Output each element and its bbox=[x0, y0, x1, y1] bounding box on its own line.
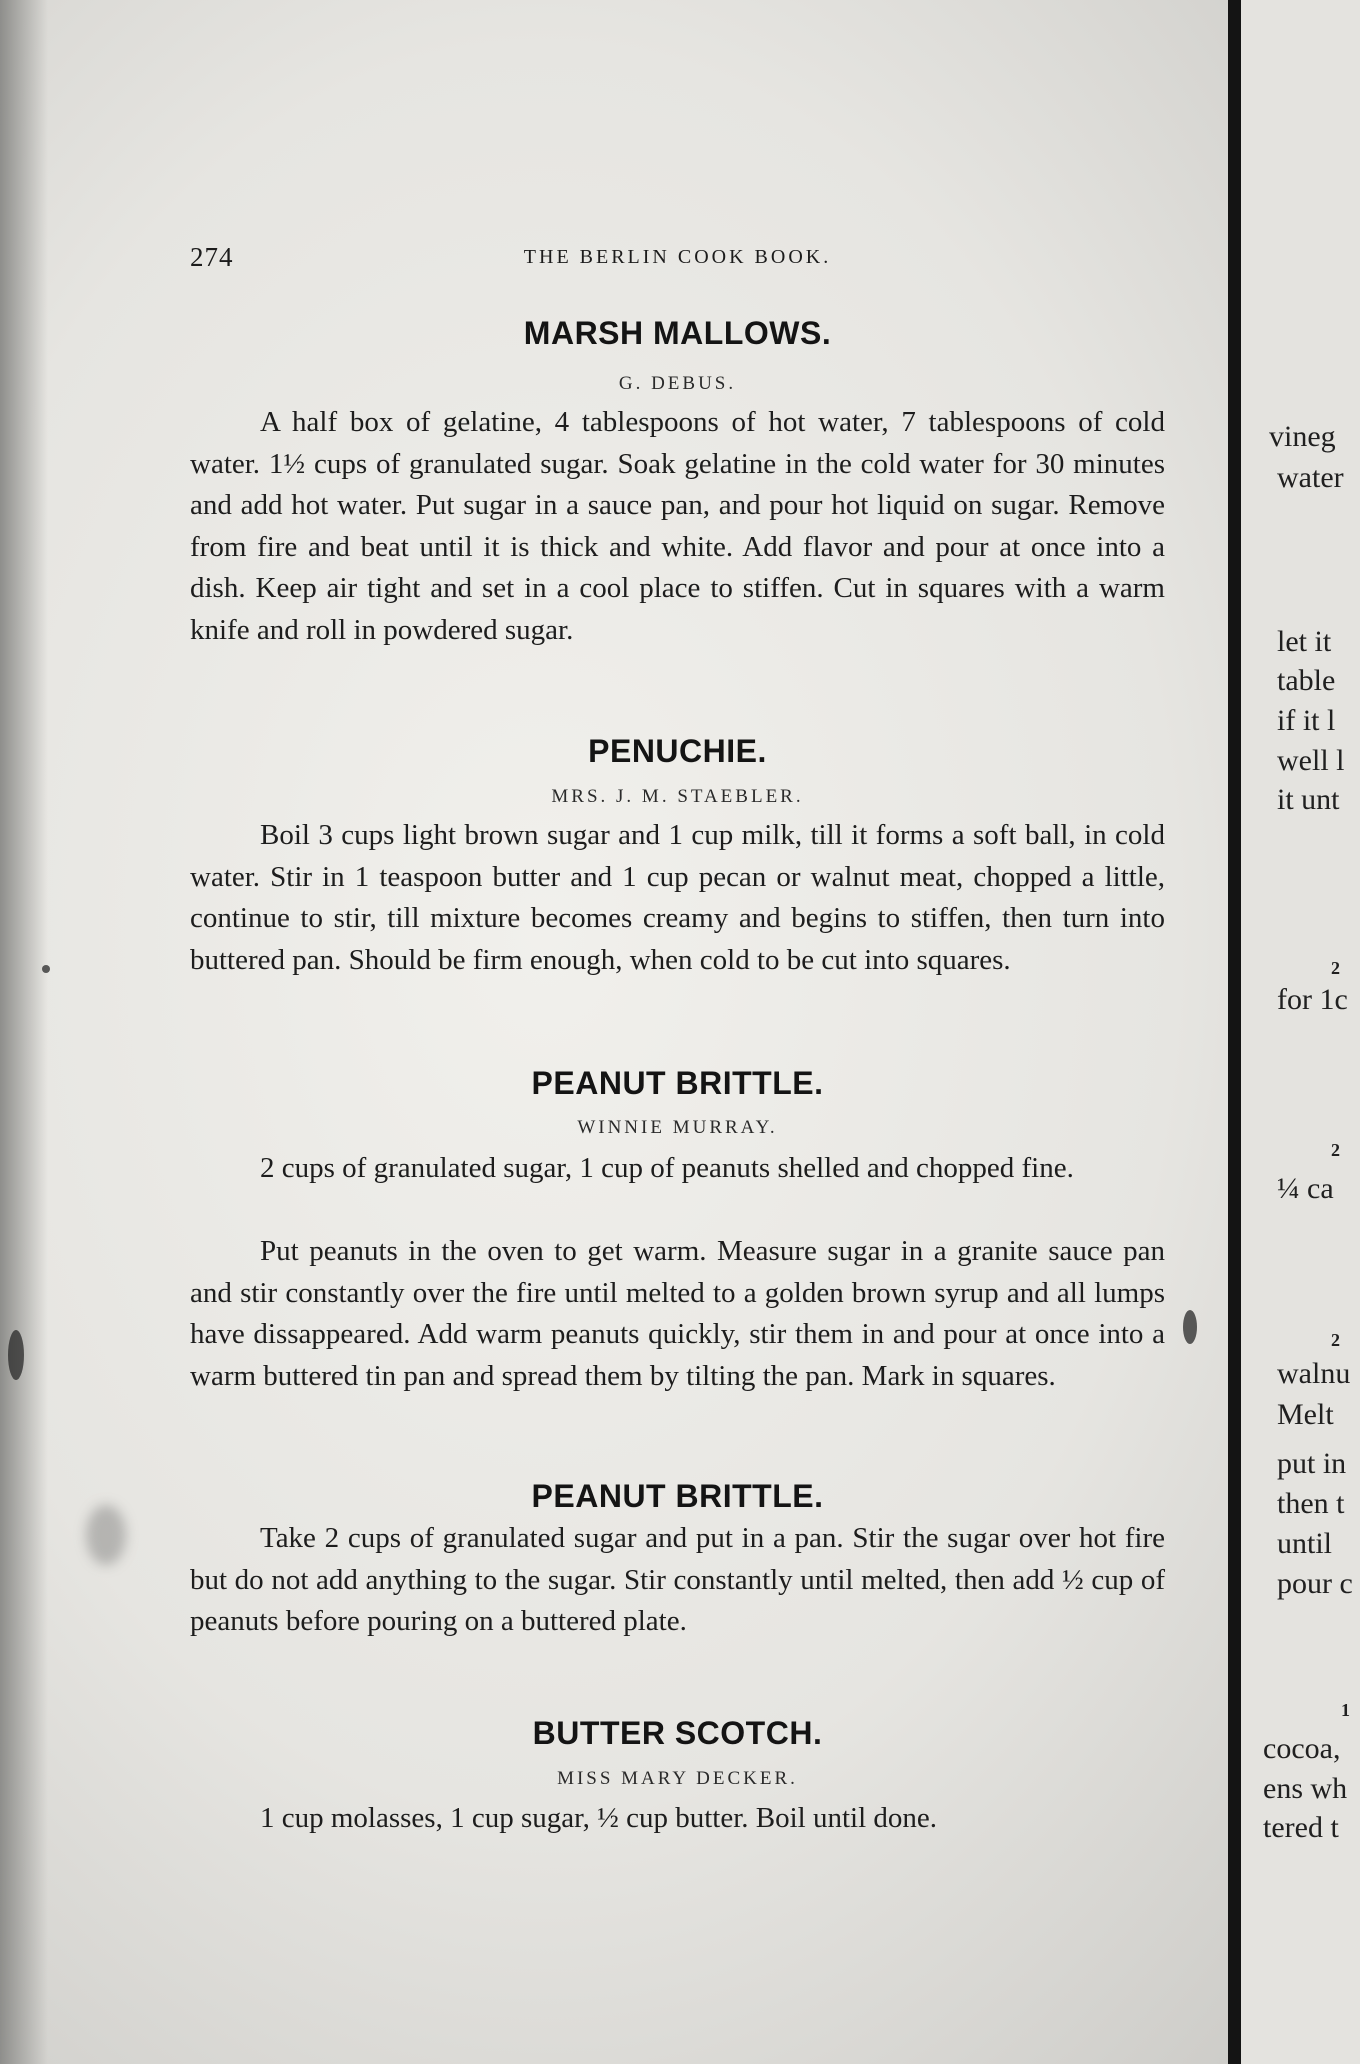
running-head: THE BERLIN COOK BOOK. bbox=[523, 246, 832, 268]
facing-page-line: 2 bbox=[1331, 1140, 1340, 1160]
facing-page-line: tered t bbox=[1263, 1811, 1339, 1844]
facing-page-line: put in bbox=[1277, 1447, 1347, 1480]
facing-page-line: 1 bbox=[1341, 1700, 1350, 1720]
facing-page bbox=[1241, 0, 1360, 2064]
page-number: 274 bbox=[190, 242, 234, 272]
recipe-author: G. DEBUS. bbox=[618, 373, 737, 394]
recipe-title: PEANUT BRITTLE. bbox=[531, 1065, 824, 1101]
facing-page-line: if it l bbox=[1277, 704, 1336, 737]
recipe-title: PEANUT BRITTLE. bbox=[531, 1478, 824, 1514]
recipe-paragraph: Put peanuts in the oven to get warm. Measure sugar in a granite sauce pan and stir constantly over the fire until melted to a golden brown syrup and all lumps have dissappeared. Add warm peanuts quickly, stir them in and pour at once into a warm buttered tin pan and spread them by tilting the pan. Mark in squares. bbox=[190, 1235, 1165, 1392]
recipe-title: PENUCHIE. bbox=[588, 733, 767, 769]
facing-page-line: then t bbox=[1277, 1487, 1345, 1520]
facing-page-line: until bbox=[1277, 1527, 1333, 1560]
recipe-paragraph: Boil 3 cups light brown sugar and 1 cup milk, till it forms a soft ball, in cold water. Stir in 1 teaspoon butter and 1 cup pecan or walnut meat, chopped a little, continue to stir, till mixture becomes creamy and begins to stiffen, then turn into buttered pan. Should be firm enough, when cold to be cut into squares. bbox=[190, 819, 1165, 976]
recipe-author: WINNIE MURRAY. bbox=[577, 1117, 778, 1138]
facing-page-line: ¼ ca bbox=[1277, 1172, 1334, 1205]
facing-page-line: vineg bbox=[1269, 420, 1336, 453]
recipe-paragraph: A half box of gelatine, 4 tablespoons of hot water, 7 tablespoons of cold water. 1½ cups of granulated sugar. Soak gelatine in the cold water for 30 minutes and add hot water. Put sugar in a sauce pan, and pour hot liquid on sugar. Remove from fire and beat until it is thick and white. Add flavor and pour at once into a dish. Keep air tight and set in a cool place to stiffen. Cut in squares with a warm knife and roll in powdered sugar. bbox=[190, 406, 1165, 646]
facing-page-line: it unt bbox=[1277, 783, 1340, 816]
facing-page-line: ens wh bbox=[1263, 1772, 1348, 1805]
facing-page-line: walnu bbox=[1277, 1357, 1351, 1390]
facing-page-line: table bbox=[1277, 664, 1336, 697]
recipe-paragraph: 2 cups of granulated sugar, 1 cup of peanuts shelled and chopped fine. bbox=[260, 1152, 1074, 1184]
ink-blot bbox=[8, 1330, 24, 1380]
facing-page-line: pour c bbox=[1277, 1567, 1353, 1600]
facing-page-line: for 1c bbox=[1277, 983, 1348, 1016]
ink-blot bbox=[1183, 1310, 1197, 1344]
page-header bbox=[190, 242, 1165, 278]
facing-page-line: water bbox=[1277, 461, 1344, 494]
facing-page-line: well l bbox=[1277, 744, 1345, 777]
ink-speck bbox=[42, 965, 50, 973]
facing-page-line: Melt bbox=[1277, 1398, 1334, 1431]
recipe-paragraph: Take 2 cups of granulated sugar and put in a pan. Stir the sugar over hot fire but do not add anything to the sugar. Stir constantly until melted, then add ½ cup of peanuts before pouring on a buttered plate. bbox=[190, 1522, 1165, 1637]
facing-page-line: 2 bbox=[1331, 958, 1340, 978]
page-gutter bbox=[1228, 0, 1241, 2064]
scan-smudge bbox=[86, 1505, 126, 1565]
facing-page-line: 2 bbox=[1331, 1330, 1340, 1350]
page-edge-shadow bbox=[0, 0, 48, 2064]
facing-page-line: cocoa, bbox=[1263, 1732, 1341, 1765]
recipe-author: MISS MARY DECKER. bbox=[557, 1768, 798, 1789]
recipe-paragraph: 1 cup molasses, 1 cup sugar, ½ cup butter. Boil until done. bbox=[260, 1802, 938, 1834]
recipe-title: MARSH MALLOWS. bbox=[523, 315, 832, 351]
recipe-title: BUTTER SCOTCH. bbox=[532, 1715, 823, 1751]
recipe-author: MRS. J. M. STAEBLER. bbox=[551, 786, 804, 807]
facing-page-line: let it bbox=[1277, 625, 1332, 658]
